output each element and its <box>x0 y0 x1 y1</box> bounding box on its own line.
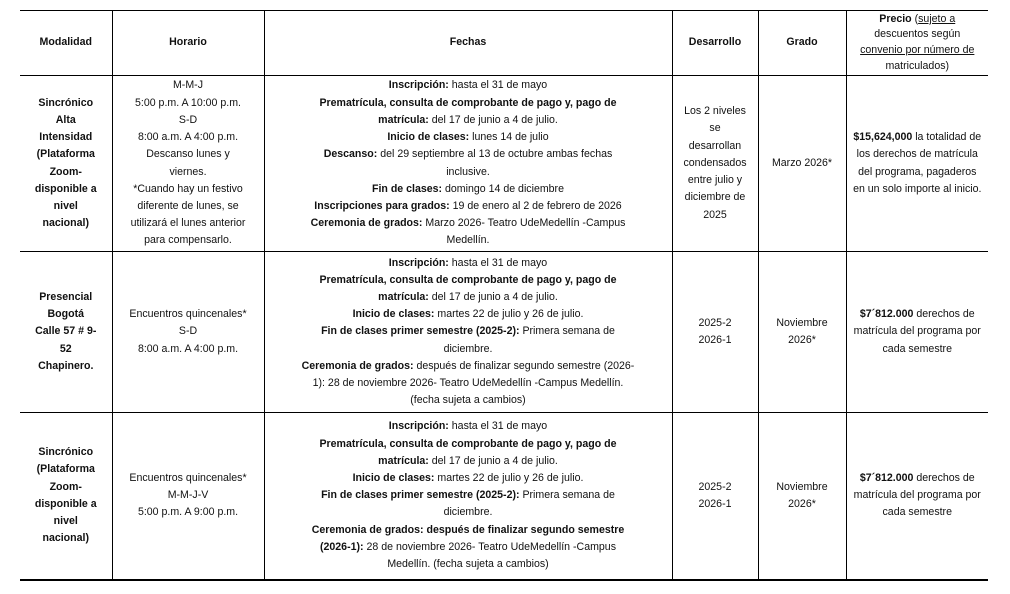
precio-cell <box>846 76 988 252</box>
fechas-label: Fin de clases primer semestre (2025-2): <box>321 325 520 338</box>
horario-line: Descanso lunes y <box>146 148 230 161</box>
horario-line: *Cuando hay un festivo <box>133 182 243 195</box>
fechas-line <box>269 392 668 409</box>
modalidad-cell <box>20 252 112 413</box>
program-schedule-table <box>20 10 988 581</box>
horario-line: 5:00 p.m. A 9:00 p.m. <box>137 506 239 519</box>
header-horario: Horario <box>112 11 264 76</box>
fechas-line <box>269 112 668 129</box>
desarrollo-line: 2026-1 <box>698 334 732 346</box>
fechas-label: Fin de clases: <box>372 182 443 195</box>
fechas-text: 19 de enero al 2 de febrero de 2026 <box>449 199 622 212</box>
desarrollo-line: diciembre de <box>684 191 746 204</box>
precio-line <box>851 306 985 323</box>
fechas-line <box>269 215 668 232</box>
fechas-line <box>269 95 668 112</box>
precio-text: derechos de <box>913 471 975 484</box>
fechas-text: Medellín. <box>446 234 490 247</box>
desarrollo-line: entre julio y <box>687 174 743 187</box>
desarrollo-line: 2025-2 <box>698 316 732 329</box>
horario-line: S-D <box>178 113 198 126</box>
modalidad-line: disponible a <box>34 497 97 510</box>
fechas-line <box>269 341 668 358</box>
fechas-line <box>269 375 668 392</box>
grado-line: Noviembre <box>776 316 828 329</box>
fechas-label: Descanso: <box>323 148 378 161</box>
precio-line: cada semestre <box>882 342 952 355</box>
desarrollo-line: 2026-1 <box>698 497 732 510</box>
grado-line: Marzo 2026* <box>771 156 833 169</box>
fechas-line <box>269 306 668 323</box>
precio-line: del programa, pagaderos <box>858 165 977 178</box>
fechas-text: Marzo 2026- Teatro UdeMedellín -Campus <box>422 217 626 230</box>
fechas-line <box>269 164 668 181</box>
fechas-text: después de finalizar segundo semestre (2026- <box>413 359 635 372</box>
fechas-label: Inscripción: <box>388 420 449 433</box>
precio-line: en un solo importe al inicio. <box>853 182 982 195</box>
fechas-line <box>269 181 668 198</box>
fechas-line <box>269 77 668 94</box>
modalidad-line: Intensidad <box>39 131 93 144</box>
fechas-line <box>269 487 668 504</box>
header-modalidad: Modalidad <box>20 11 112 76</box>
header-precio-link-1[interactable]: sujeto a <box>918 12 956 25</box>
desarrollo-line: 2025-2 <box>698 480 732 493</box>
fechas-line <box>269 539 668 556</box>
precio-amount: $7´812.000 <box>859 308 914 321</box>
fechas-label: Inscripción: <box>388 256 449 269</box>
header-desarrollo: Desarrollo <box>672 11 758 76</box>
fechas-text: del 29 septiembre al 13 de octubre ambas fechas <box>377 148 613 161</box>
desarrollo-line: desarrollan <box>688 139 742 152</box>
horario-line: diferente de lunes, se <box>137 199 239 212</box>
modalidad-line: nacional) <box>42 532 89 545</box>
fechas-line <box>269 323 668 340</box>
fechas-line <box>269 232 668 249</box>
horario-line: viernes. <box>169 165 207 178</box>
modalidad-line: Alta <box>55 113 76 126</box>
fechas-line <box>269 358 668 375</box>
fechas-label: Ceremonia de grados: <box>310 217 423 230</box>
fechas-label: matrícula: <box>378 113 429 126</box>
modalidad-line: Chapinero. <box>38 359 94 372</box>
horario-line: M-M-J-V <box>167 489 209 502</box>
precio-line: matrícula del programa por <box>853 489 981 502</box>
fechas-line <box>269 255 668 272</box>
fechas-label: (2026-1): <box>319 540 364 553</box>
fechas-text: lunes 14 de julio <box>469 131 549 144</box>
modalidad-cell <box>20 413 112 580</box>
fechas-line <box>269 522 668 539</box>
header-precio-text-2: descuentos según <box>874 28 961 41</box>
fechas-label: Ceremonia de grados: <box>301 359 414 372</box>
fechas-label: Inscripción: <box>388 79 449 92</box>
fechas-text: hasta el 31 de mayo <box>448 256 548 269</box>
desarrollo-cell <box>672 413 758 580</box>
fechas-line <box>269 272 668 289</box>
fechas-text: domingo 14 de diciembre <box>442 182 564 195</box>
precio-amount: $15,624,000 <box>853 131 913 144</box>
horario-line: 8:00 a.m. A 4:00 p.m. <box>137 131 239 144</box>
fechas-label: Prematrícula, consulta de comprobante de pago y, pago de <box>319 96 617 109</box>
fechas-text: hasta el 31 de mayo <box>448 420 548 433</box>
fechas-line <box>269 418 668 435</box>
precio-text: la totalidad de <box>912 131 982 144</box>
desarrollo-line: se <box>709 122 721 135</box>
fechas-text: 1): 28 de noviembre 2026- Teatro UdeMedellín -Campus Medellín. <box>312 377 624 389</box>
horario-cell <box>112 252 264 413</box>
header-row <box>20 11 988 76</box>
precio-cell <box>846 252 988 413</box>
precio-line: los derechos de matrícula <box>856 148 978 161</box>
horario-line: 8:00 a.m. A 4:00 p.m. <box>137 342 239 355</box>
horario-cell <box>112 76 264 252</box>
desarrollo-line: Los 2 niveles <box>684 105 746 118</box>
fechas-line <box>269 453 668 470</box>
table-row <box>20 76 988 252</box>
modalidad-line: nacional) <box>42 217 89 230</box>
desarrollo-cell <box>672 76 758 252</box>
horario-line: Encuentros quincenales* <box>129 471 247 484</box>
schedule-table-container <box>20 10 988 581</box>
horario-cell <box>112 413 264 580</box>
fechas-line <box>269 198 668 215</box>
header-grado: Grado <box>758 11 846 76</box>
grado-line: Noviembre <box>776 480 828 493</box>
fechas-text: del 17 de junio a 4 de julio. <box>428 113 558 126</box>
modalidad-line: Calle 57 # 9- <box>35 325 97 338</box>
horario-line: utilizará el lunes anterior <box>130 217 246 230</box>
fechas-text: Medellín. (fecha sujeta a cambios) <box>387 557 549 570</box>
modalidad-cell <box>20 76 112 252</box>
grado-cell <box>758 252 846 413</box>
modalidad-line: Sincrónico <box>38 446 94 459</box>
horario-line: M-M-J <box>172 79 203 92</box>
desarrollo-line: condensados <box>683 156 747 169</box>
fechas-line <box>269 436 668 453</box>
modalidad-line: Zoom- <box>49 480 82 493</box>
modalidad-line: nivel <box>53 514 78 527</box>
grado-cell <box>758 413 846 580</box>
fechas-line <box>269 470 668 487</box>
fechas-text: martes 22 de julio y 26 de julio. <box>434 308 584 321</box>
precio-line <box>851 129 985 146</box>
fechas-label: Inscripciones para grados: <box>314 199 450 212</box>
modalidad-line: Presencial <box>39 290 93 303</box>
fechas-text: del 17 de junio a 4 de julio. <box>428 290 558 303</box>
modalidad-line: (Plataforma <box>36 148 95 161</box>
table-row <box>20 252 988 413</box>
table-row <box>20 413 988 580</box>
modalidad-line: Sincrónico <box>38 96 94 109</box>
grado-line: 2026* <box>788 497 816 510</box>
header-precio <box>846 11 988 76</box>
fechas-line <box>269 146 668 163</box>
precio-amount: $7´812.000 <box>859 471 914 484</box>
fechas-cell <box>264 252 672 413</box>
fechas-text: Primera semana de <box>519 489 615 502</box>
modalidad-line: (Plataforma <box>36 463 95 476</box>
fechas-cell <box>264 413 672 580</box>
precio-text: derechos de <box>913 308 975 321</box>
fechas-label: Inicio de clases: <box>352 471 435 484</box>
grado-cell <box>758 76 846 252</box>
horario-line: para compensarlo. <box>144 234 232 247</box>
fechas-line <box>269 504 668 521</box>
fechas-label: matrícula: <box>378 290 429 303</box>
fechas-text: inclusive. <box>446 165 490 178</box>
fechas-label: Prematrícula, consulta de comprobante de pago y, pago de <box>319 437 617 450</box>
modalidad-line: Bogotá <box>47 308 84 321</box>
modalidad-line: 52 <box>59 342 72 355</box>
fechas-label: Inicio de clases: <box>352 308 435 321</box>
fechas-text: 28 de noviembre 2026- Teatro UdeMedellín -Campus <box>363 540 616 553</box>
header-precio-open: ( <box>911 12 919 25</box>
modalidad-line: disponible a <box>34 182 97 195</box>
horario-line: Encuentros quincenales* <box>129 308 247 321</box>
fechas-cell <box>264 76 672 252</box>
precio-line <box>851 470 985 487</box>
fechas-label: matrícula: <box>378 454 429 467</box>
fechas-text: (fecha sujeta a cambios) <box>410 394 526 407</box>
precio-cell <box>846 413 988 580</box>
grado-line: 2026* <box>788 334 816 346</box>
fechas-text: Primera semana de <box>519 325 615 338</box>
precio-line: cada semestre <box>882 506 952 519</box>
fechas-text: martes 22 de julio y 26 de julio. <box>434 471 584 484</box>
fechas-line <box>269 129 668 146</box>
header-precio-text-3: matriculados) <box>885 59 950 72</box>
fechas-line <box>269 556 668 573</box>
modalidad-line: nivel <box>53 199 78 212</box>
fechas-text: del 17 de junio a 4 de julio. <box>428 454 558 467</box>
desarrollo-cell <box>672 252 758 413</box>
header-precio-link-2[interactable]: convenio por número de <box>860 44 975 56</box>
modalidad-line: Zoom- <box>49 165 82 178</box>
header-precio-label: Precio <box>879 12 912 25</box>
precio-line: matrícula del programa por <box>853 325 981 338</box>
fechas-label: Prematrícula, consulta de comprobante de pago y, pago de <box>319 273 617 286</box>
header-fechas: Fechas <box>264 11 672 76</box>
fechas-text: diciembre. <box>443 342 493 355</box>
fechas-label: Ceremonia de grados: después de finalizar segundo semestre <box>311 523 625 536</box>
desarrollo-line: 2025 <box>703 208 727 221</box>
fechas-text: diciembre. <box>443 506 493 519</box>
horario-line: 5:00 p.m. A 10:00 p.m. <box>134 96 241 109</box>
fechas-text: hasta el 31 de mayo <box>448 79 548 92</box>
horario-line: S-D <box>178 325 198 338</box>
fechas-label: Fin de clases primer semestre (2025-2): <box>321 489 520 502</box>
fechas-line <box>269 289 668 306</box>
fechas-label: Inicio de clases: <box>387 131 470 144</box>
